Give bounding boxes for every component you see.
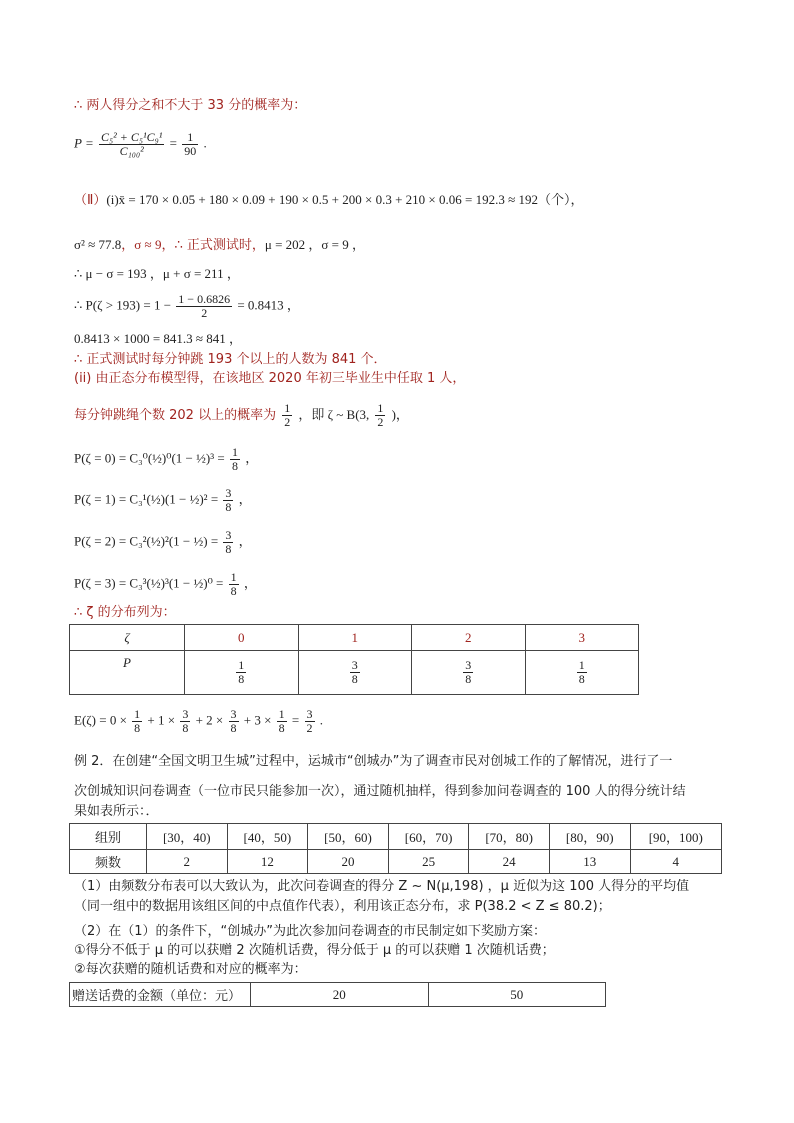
formula-mean: （Ⅱ）(i)x̄ = 170 × 0.05 + 180 × 0.09 + 190 × 0.5 + 200 × 0.3 + 210 × 0.06 = 192.3 ≈ 192（个），: [74, 192, 584, 208]
fee-table: 赠送话费的金额（单位：元） 20 50: [69, 982, 606, 1007]
question-2-line: （2）在（1）的条件下，“创城办”为此次参加问卷调查的市民制定如下奖励方案：: [74, 924, 547, 939]
fraction: $\frac{1}{90}$: [184, 130, 197, 158]
text-line-binomial: 每分钟跳绳个数 202 以上的概率为 $\frac{1}{2}$ ，即 ζ ~ B(3, $\frac{1}{2}$ )，: [74, 401, 409, 429]
question-1-line: （同一组中的数据用该组区间的中点值作代表），利用该正态分布，求 P(38.2 < Z ≤ 80.2)；: [74, 899, 611, 914]
fraction: $\frac{3}{8}$: [225, 528, 232, 556]
formula-p-total: P = $\frac{\text{C₅² + C₅¹C₉¹}}{\text{C₁₀₀²}}$ = $\frac{1}{90}$ .: [74, 130, 207, 158]
fraction: $\frac{1}{8}$: [230, 570, 237, 598]
example-2-line: 次创城知识问卷调查（一位市民只能参加一次），通过随机抽样，得到参加问卷调查的 100 人的得分统计结: [74, 784, 686, 799]
formula-interval: ∴ μ − σ = 193 ，μ + σ = 211 ，: [74, 266, 240, 281]
formula-p1: P(ζ = 1) = C₃¹(½)(1 − ½)² = $\frac{3}{8}$ ，: [74, 486, 252, 514]
text-line: (ii) 由正态分布模型得，在该地区 2020 年初三毕业生中任取 1 人，: [74, 371, 466, 386]
fraction: $\frac{1 - 0.6826}{2}$: [178, 292, 231, 320]
distribution-table: ζ 0 1 2 3 P $\frac{1}{8}$ $\frac{3}{8}$ $\frac{3}{8}$ $\frac{1}{8}$: [69, 624, 639, 695]
question-2-line: ①得分不低于 μ 的可以获赠 2 次随机话费，得分低于 μ 的可以获赠 1 次随机话费；: [74, 943, 555, 958]
formula-variance: σ² ≈ 77.8，σ ≈ 9，∴ 正式测试时，μ = 202 ，σ = 9 ，: [74, 237, 366, 253]
fraction: $\frac{\text{C₅² + C₅¹C₉¹}}{\text{C₁₀₀²}}$: [100, 130, 163, 158]
formula-expectation: E(ζ) = 0 × $\frac{1}{8}$ + 1 × $\frac{3}{8}$ + 2 × $\frac{3}{8}$ + 3 × $\frac{1}{8}$ = $\frac{3}{2}$ .: [74, 707, 324, 735]
fraction: $\frac{1}{8}$: [231, 445, 238, 473]
fraction: $\frac{1}{2}$: [377, 401, 384, 429]
formula-p3: P(ζ = 3) = C₃³(½)³(1 − ½)⁰ = $\frac{1}{8}$ ，: [74, 570, 257, 598]
text-line: ∴ 正式测试时每分钟跳 193 个以上的人数为 841 个．: [74, 352, 387, 367]
fraction: $\frac{3}{8}$: [225, 486, 232, 514]
example-2-line: 例 2．在创建“全国文明卫生城”过程中，运城市“创城办”为了调查市民对创城工作的了解情况，进行了一: [74, 754, 673, 769]
question-1-line: （1）由频数分布表可以大致认为，此次问卷调查的得分 Z ~ N(μ,198) ，μ 近似为这 100 人得分的平均值: [74, 879, 690, 894]
frequency-table: 组别 [30，40) [40，50) [50，60) [60，70) [70，80) [80，90) [90，100) 频数 2 12 20 25 24 13 4: [69, 823, 722, 874]
text-line: ∴ ζ 的分布列为：: [74, 605, 176, 620]
example-2-line: 果如表所示：．: [74, 804, 159, 819]
question-2-line: ②每次获赠的随机话费和对应的概率为：: [74, 962, 307, 977]
formula-p0: P(ζ = 0) = C₃⁰(½)⁰(1 − ½)³ = $\frac{1}{8}$ ，: [74, 445, 259, 473]
formula-prob-193: ∴ P(ζ > 193) = 1 − $\frac{1 - 0.6826}{2}$ = 0.8413 ，: [74, 292, 300, 320]
formula-p2: P(ζ = 2) = C₃²(½)²(1 − ½) = $\frac{3}{8}$ ，: [74, 528, 252, 556]
formula-count: 0.8413 × 1000 = 841.3 ≈ 841 ，: [74, 331, 243, 346]
fraction: $\frac{1}{2}$: [284, 401, 291, 429]
text-line: ∴ 两人得分之和不大于 33 分的概率为：: [74, 98, 307, 113]
